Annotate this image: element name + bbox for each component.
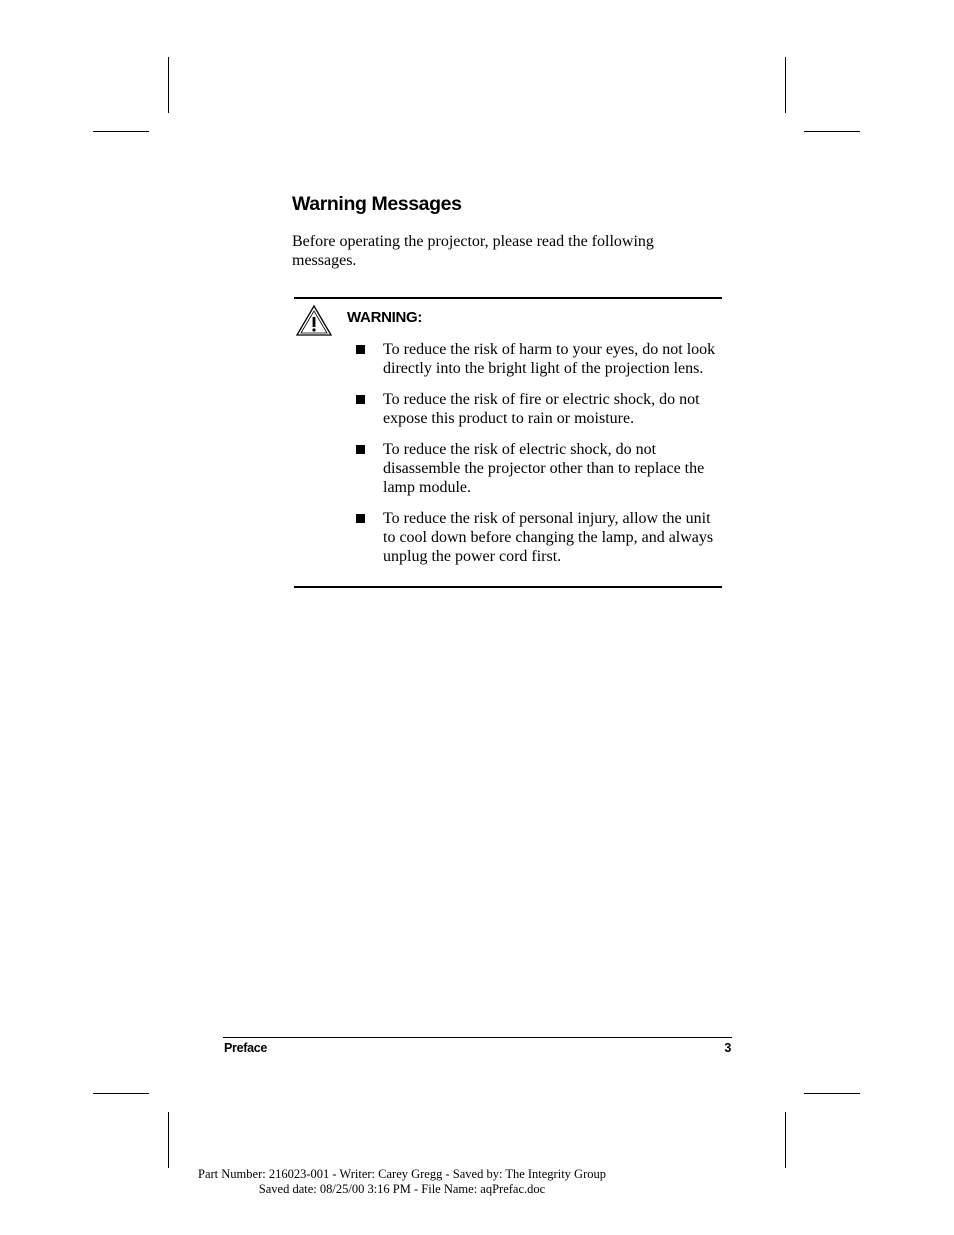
crop-mark-bottom-left-horizontal xyxy=(93,1093,149,1094)
doc-meta-line1: Part Number: 216023-001 - Writer: Carey Gregg - Saved by: The Integrity Group xyxy=(198,1167,606,1181)
crop-mark-top-right-vertical xyxy=(785,57,786,113)
crop-mark-top-right-horizontal xyxy=(804,131,860,132)
list-item xyxy=(355,340,723,378)
list-item xyxy=(355,390,723,428)
list-item-text: To reduce the risk of electric shock, do not disassemble the projector other than to replace the lamp module. xyxy=(383,441,705,496)
list-item xyxy=(355,440,723,497)
warning-title: WARNING: xyxy=(347,309,423,326)
footer-rule xyxy=(223,1037,732,1038)
crop-mark-top-left-horizontal xyxy=(93,131,149,132)
crop-mark-top-left-vertical xyxy=(168,57,169,113)
bullet-square-icon xyxy=(356,395,365,404)
crop-mark-bottom-left-vertical xyxy=(168,1112,169,1168)
crop-mark-bottom-right-horizontal xyxy=(804,1093,860,1094)
list-item-text: To reduce the risk of fire or electric shock, do not expose this product to rain or moisture. xyxy=(383,391,700,427)
warning-bottom-rule xyxy=(294,586,722,588)
section-heading: Warning Messages xyxy=(292,193,462,215)
bullet-square-icon xyxy=(356,445,365,454)
intro-paragraph: Before operating the projector, please read the following messages. xyxy=(292,233,654,269)
list-item xyxy=(355,509,723,566)
bullet-square-icon xyxy=(356,514,365,523)
doc-meta-line2: Saved date: 08/25/00 3:16 PM - File Name: aqPrefac.doc xyxy=(258,1182,546,1196)
crop-mark-bottom-right-vertical xyxy=(785,1112,786,1168)
footer-section-name: Preface xyxy=(224,1041,268,1055)
warning-list xyxy=(355,340,723,578)
footer-page-number: 3 xyxy=(724,1041,731,1055)
list-item-text: To reduce the risk of harm to your eyes, do not look directly into the bright light of the projection lens. xyxy=(383,341,716,377)
warning-top-rule xyxy=(294,297,722,299)
warning-triangle-icon xyxy=(295,304,333,338)
list-item-text: To reduce the risk of personal injury, allow the unit to cool down before changing the lamp, and always unplug the power cord first. xyxy=(383,510,714,565)
bullet-square-icon xyxy=(356,345,365,354)
